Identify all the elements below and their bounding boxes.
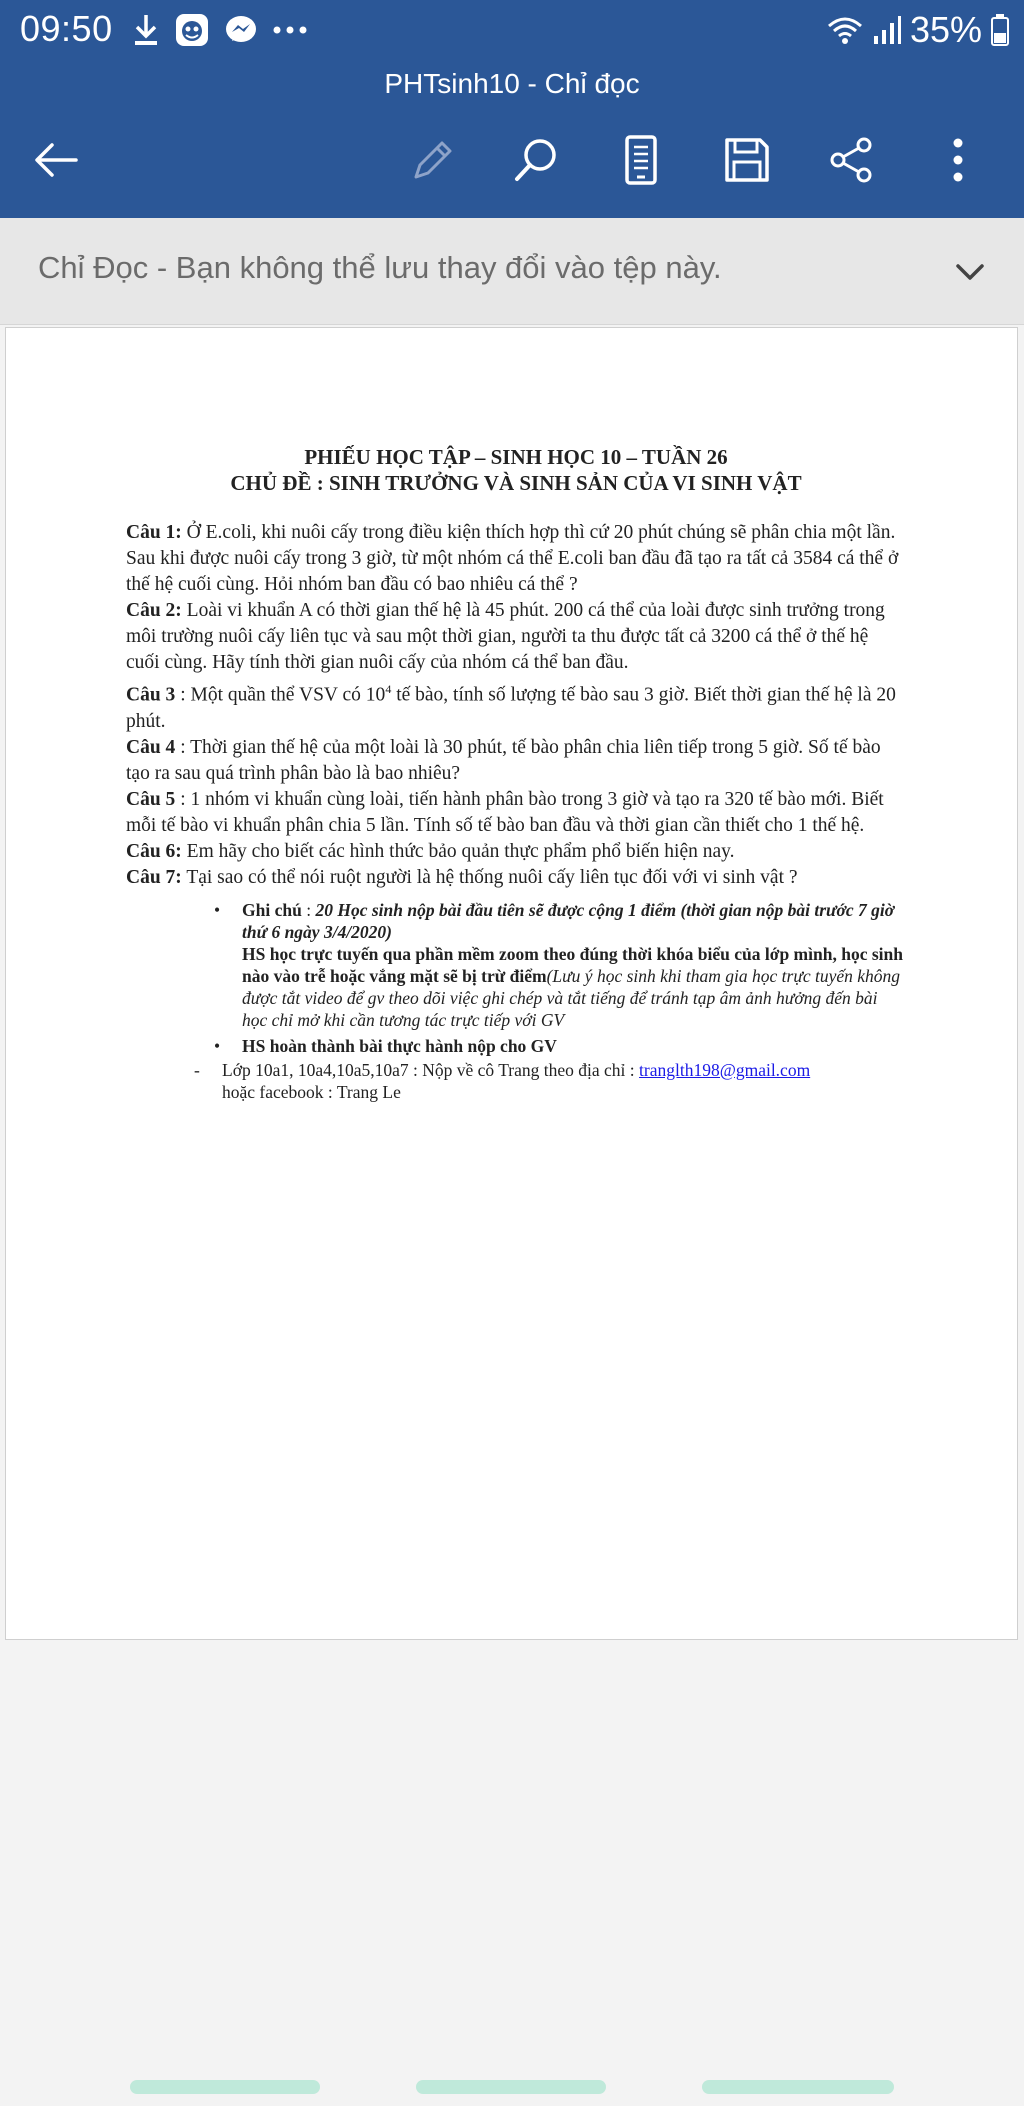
search-button[interactable] [500, 124, 572, 196]
question-1: Câu 1: Ở E.coli, khi nuôi cấy trong điều kiện thích hợp thì cứ 20 phút chúng sẽ phân chia một lần. Sau khi được nuôi cấy trong 3 giờ, từ một nhóm cá thể E.coli ban đầu đã tạo ra tất cả 3584 cá thể ở thế hệ cuối cùng. Hỏi nhóm ban đầu có bao nhiêu cá thể ? [126, 522, 899, 595]
submit-item: - Lớp 10a1, 10a4,10a5,10a7 : Nộp về cô Trang theo địa chỉ : tranglth198@gmail.com hoặc facebook : Trang Le [194, 1059, 811, 1102]
document-title: PHTsinh10 - Chỉ đọc [384, 68, 640, 99]
share-button[interactable] [815, 124, 887, 196]
app-face-icon [174, 12, 210, 48]
note-item: • Ghi chú : 20 Học sinh nộp bài đầu tiên sẽ được cộng 1 điểm (thời gian nộp bài trước 7 giờ thứ 6 ngày 3/4/2020) HS học trực tuyến qua phần mềm zoom theo đúng thời khóa biểu của lớp mình, học sinh nào vào trễ hoặc vắng mặt sẽ bị trừ điểm(Lưu ý học sinh khi tham gia học trực tuyến không được tắt video để gv theo dõi việc ghi chép và tắt tiếng để tránh tạp âm ảnh hưởng đến bài học chỉ mở khi cần tương tác trực tiếp với GV [214, 899, 906, 1031]
battery-percent: 35% [909, 9, 982, 50]
signal-icon [872, 14, 902, 46]
document-heading-1: PHIẾU HỌC TẬP – SINH HỌC 10 – TUẦN 26 [304, 445, 728, 469]
search-icon [511, 135, 561, 185]
back-button[interactable] [20, 124, 92, 196]
email-link[interactable]: tranglth198@gmail.com [639, 1059, 811, 1080]
nav-hint-center [416, 2080, 606, 2094]
app-bar [0, 62, 1024, 218]
download-icon [132, 13, 160, 47]
arrow-left-icon [32, 140, 80, 180]
wifi-icon [826, 14, 864, 46]
status-bar [0, 0, 1024, 62]
read-only-banner[interactable] [0, 218, 1024, 325]
read-only-message: Chỉ Đọc - Bạn không thể lưu thay đổi vào tệp này. [38, 250, 722, 285]
more-options-button[interactable] [922, 124, 994, 196]
document-page[interactable] [5, 327, 1018, 1640]
save-icon [722, 135, 772, 185]
messenger-icon [224, 13, 258, 47]
mobile-view-icon [621, 134, 661, 186]
question-5: Câu 5 : 1 nhóm vi khuẩn cùng loài, tiến hành phân bào trong 3 giờ và tạo ra 320 tế bào mới. Biết mỗi tế bào vi khuẩn phân chia 5 lần. Tính số tế bào ban đầu và thời gian cần thiết cho 1 thế hệ. [126, 788, 884, 836]
question-4: Câu 4 : Thời gian thế hệ của một loài là 30 phút, tế bào phân chia liên tiếp trong 5 giờ. Số tế bào tạo ra sau quá trình phân bào là bao nhiêu? [126, 736, 881, 784]
chevron-down-icon[interactable] [950, 252, 990, 292]
document-content [126, 444, 906, 1103]
nav-hint-right [702, 2080, 894, 2094]
share-icon [826, 135, 876, 185]
more-vertical-icon [951, 137, 965, 183]
battery-icon [990, 13, 1010, 47]
question-3: Câu 3 : Một quần thể VSV có $10^4$ tế bào, tính số lượng tế bào sau 3 giờ. Biết thời gian thế hệ là 20 phút. [126, 682, 896, 732]
nav-hint-left [130, 2080, 320, 2094]
more-dots-icon [272, 25, 308, 35]
status-time: 09:50 [20, 8, 113, 49]
mobile-view-button[interactable] [605, 124, 677, 196]
question-7: Câu 7: Tại sao có thể nói ruột người là hệ thống nuôi cấy liên tục đối với vi sinh vật ? [126, 866, 798, 888]
pencil-icon [408, 135, 458, 185]
question-6: Câu 6: Em hãy cho biết các hình thức bảo quản thực phẩm phổ biến hiện nay. [126, 840, 735, 862]
practice-item: • HS hoàn thành bài thực hành nộp cho GV [214, 1035, 906, 1057]
question-2: Câu 2: Loài vi khuẩn A có thời gian thế hệ là 45 phút. 200 cá thể của loài được sinh trưởng trong môi trường nuôi cấy liên tục và sau một thời gian, người ta thu được tất cả 3200 cá thể ở thế hệ cuối cùng. Hãy tính thời gian nuôi cấy của nhóm cá thể ban đầu. [126, 600, 885, 673]
save-button[interactable] [711, 124, 783, 196]
document-heading-2: CHỦ ĐỀ : SINH TRƯỞNG VÀ SINH SẢN CỦA VI SINH VẬT [230, 471, 802, 495]
edit-button[interactable] [397, 124, 469, 196]
